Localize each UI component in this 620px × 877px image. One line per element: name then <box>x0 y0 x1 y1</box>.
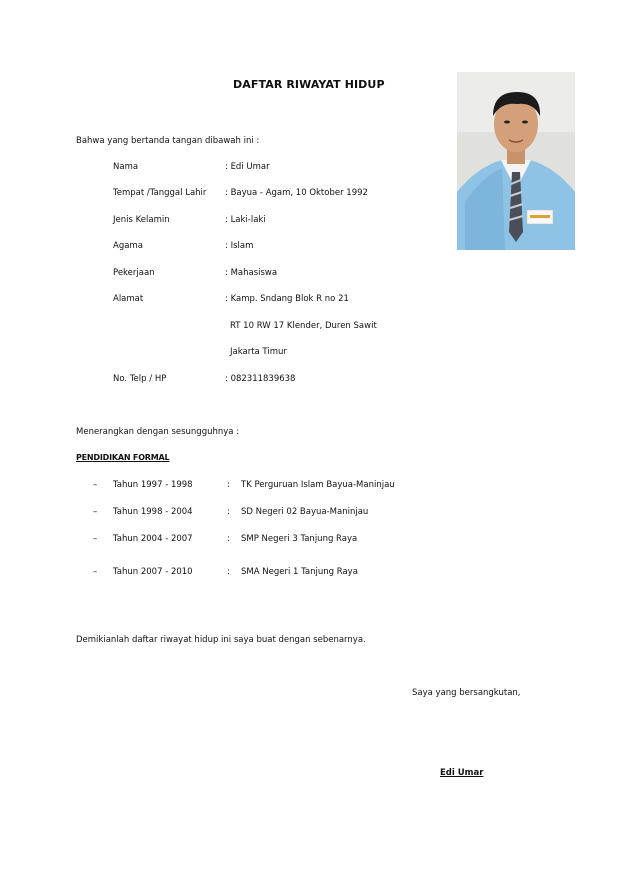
list-bullet: – <box>93 480 98 490</box>
value-address-1: : Kamp. Sndang Blok R no 21 <box>225 294 349 304</box>
person-photo-icon <box>457 72 575 250</box>
education-school: SMP Negeri 3 Tanjung Raya <box>241 534 358 544</box>
education-colon: : <box>227 534 230 544</box>
intro-text: Bahwa yang bertanda tangan dibawah ini : <box>76 136 260 146</box>
list-bullet: – <box>93 534 98 544</box>
education-year: Tahun 2004 - 2007 <box>113 534 193 544</box>
value-address-2: RT 10 RW 17 Klender, Duren Sawit <box>230 321 377 331</box>
declare-text: Menerangkan dengan sesungguhnya : <box>76 427 240 437</box>
value-religion: : Islam <box>225 241 254 251</box>
education-school: SMA Negeri 1 Tanjung Raya <box>241 567 358 577</box>
education-school: TK Perguruan Islam Bayua-Maninjau <box>241 480 395 490</box>
signature-name: Edi Umar <box>440 768 484 778</box>
education-year: Tahun 1997 - 1998 <box>113 480 193 490</box>
label-gender: Jenis Kelamin <box>113 215 170 225</box>
profile-photo <box>457 72 575 250</box>
list-bullet: – <box>93 507 98 517</box>
education-year: Tahun 2007 - 2010 <box>113 567 193 577</box>
signature-label: Saya yang bersangkutan, <box>412 688 521 698</box>
value-job: : Mahasiswa <box>225 268 278 278</box>
value-phone: : 082311839638 <box>225 374 296 384</box>
value-gender: : Laki-laki <box>225 215 266 225</box>
label-ttl: Tempat /Tanggal Lahir <box>113 188 207 198</box>
label-religion: Agama <box>113 241 143 251</box>
education-colon: : <box>227 507 230 517</box>
education-year: Tahun 1998 - 2004 <box>113 507 193 517</box>
education-heading: PENDIDIKAN FORMAL <box>76 453 170 462</box>
document-title: DAFTAR RIWAYAT HIDUP <box>233 78 385 91</box>
value-nama: : Edi Umar <box>225 162 270 172</box>
education-school: SD Negeri 02 Bayua-Maninjau <box>241 507 369 517</box>
label-phone: No. Telp / HP <box>113 374 167 384</box>
closing-text: Demikianlah daftar riwayat hidup ini saya buat dengan sebenarnya. <box>76 635 366 645</box>
list-bullet: – <box>93 567 98 577</box>
education-colon: : <box>227 480 230 490</box>
value-ttl: : Bayua - Agam, 10 Oktober 1992 <box>225 188 368 198</box>
label-nama: Nama <box>113 162 139 172</box>
education-colon: : <box>227 567 230 577</box>
label-address: Alamat <box>113 294 144 304</box>
value-address-3: Jakarta Timur <box>230 347 287 357</box>
label-job: Pekerjaan <box>113 268 155 278</box>
